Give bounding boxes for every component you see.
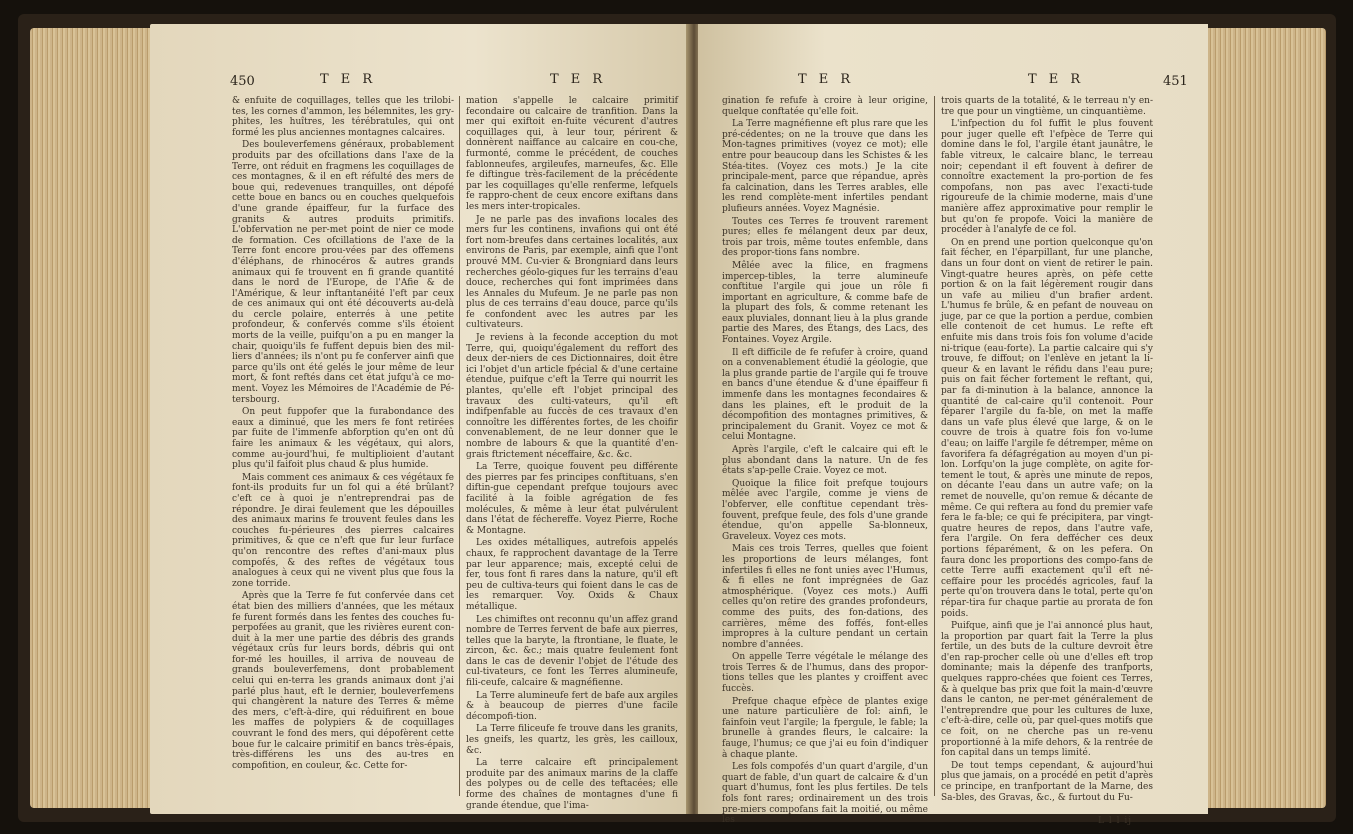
page-number-right: 451	[1163, 74, 1188, 89]
paragraph: gination fe refufe à croire à leur origine, quelque conftatée qu'elle foit.	[722, 96, 928, 117]
column-rule	[934, 96, 935, 796]
paragraph: On peut fuppofer que la furabondance des eaux a diminué, que les mers fe font retirées par fuite de l'immenfe abforption qu'en ont dû faire les animaux & les végétaux, qui alors, comme au-jourd'hui, fe multiplioient d'autant plus qu'il faifoit plus chaud & plus humide.	[232, 407, 454, 471]
page-number-left: 450	[230, 74, 255, 89]
paragraph: mation s'appelle le calcaire primitif fecondaire ou calcaire de tranfition. Dans la mer qui exiftoit en-fuite vécurent d'autres coquillages qui, à leur tour, périrent & donnèrent naiffance au calcaire en cou-che, furmonté, comme le précédent, de couches fablonneufes, argileufes, marneufes, &c. Elle fe diftingue très-facilement de la précédente par les coquillages qu'elle renferme, lefquels fe rappro-chent de ceux encore exiftans dans les mers inter-tropicales.	[466, 96, 678, 212]
right-page-column-1	[722, 96, 928, 826]
paragraph: Mêlée avec la filice, en fragmens impercep-tibles, la terre alumineufe conftitue l'argile qui joue un rôle fi important en agriculture, & comme bafe de la plupart des fols, & comme retenant les eaux pluviales, donnant lieu à la plus grande partie des Mares, des Étangs, des Lacs, des Fontaines. Voyez Argile.	[722, 260, 928, 346]
running-head-right-col2: T E R	[1028, 72, 1085, 87]
paragraph: Les fols compofés d'un quart d'argile, d'un quart de fable, d'un quart de calcaire & d'un quart d'humus, font les plus fertiles. De tels fols font rares; ordinairement un des trois pre-miers compofans fait la moitié, ou même les	[722, 762, 928, 826]
paragraph: Mais ces trois Terres, quelles que foient les proportions de leurs mélanges, font infertiles fi elles ne font unies avec l'Humus, & fi elles ne font imprégnées de Gaz atmosphérique. (Voyez ces mots.) Auffi celles qu'on retire des grandes profondeurs, comme des puits, des fon-dations, des carrières, même des foffés, font-elles impropres à la culture pendant un certain nombre d'années.	[722, 544, 928, 650]
running-head-left-col2: T E R	[550, 72, 607, 87]
right-page	[698, 24, 1208, 826]
paragraph: La Terre filiceufe fe trouve dans les granits, les gneifs, les quartz, les grès, les cailloux, &c.	[466, 724, 678, 756]
paragraph: trois quarts de la totalité, & le terreau n'y en-tre que pour un vingtième, un cinquantième.	[941, 96, 1153, 117]
left-page	[150, 24, 690, 814]
paragraph: & enfuite de coquillages, telles que les trilobi-tes, les cornes d'ammon, les bélemnites, les gry-phites, les huîtres, les térébratules, qui ont formé les plus anciennes montagnes calcaires.	[232, 96, 454, 138]
left-page-column-2	[466, 96, 678, 811]
paragraph: Des bouleverfemens généraux, probablement produits par des ofcillations dans l'axe de la Terre, ont réduit en fragmens les coquillages de ces montagnes, & il en eft réfulté des mers de boue qui, redevenues tranquilles, ont dépofé cette boue en bancs ou en couches quelquefois d'une grande épaiffeur, fur la furface des granits & autres produits primitifs. L'obfervation ne per-met point de nier ce mode de formation. Ces ofcillations de l'axe de la Terre font encore prou-vées par des offemens d'éléphans, de rhinocéros & autres grands animaux qui fe trouvent en fi grande quantité dans le nord de l'Europe, de l'Afie & de l'Amérique, & leur inftantanéité l'eft par ceux de ces animaux qui ont été découverts au-delà du cercle polaire, enterrés à une petite profondeur, & confervés comme s'ils étoient morts de la veille, puifqu'on a pu en manger la chair, quoiqu'ils fe fuffent depuis bien des mil-liers d'années; ils n'ont pu fe conferver ainfi que parce qu'ils ont été gelés le jour même de leur mort, & font reftés dans cet état jufqu'à ce mo-ment. Voyez les Mémoires de l'Académie de Pé-tersbourg.	[232, 140, 454, 405]
right-page-edges	[1208, 28, 1326, 808]
left-page-column-1	[232, 96, 454, 796]
paragraph: On en prend une portion quelconque qu'on fait fécher, en l'éparpillant, fur une planche, dans un four dont on vient de retirer le pain. Vingt-quatre heures après, on pèfe cette portion & on la fait légèrement rougir dans un vafe au milieu d'un brafier ardent. L'humus fe brûle, & en pefant de nouveau on juge, par ce que la portion a perdue, combien elle contenoit de cet humus. Le refte eft enfuite mis dans trois fois fon volume d'acide ni-trique (eau-forte). La partie calcaire qui s'y trouve, fe diffout; on l'enlève en jetant la li-queur & en lavant le réfidu dans l'eau pure; puis on fait fécher fortement le reftant, qui, par fa di-minution à la balance, annonce la quantité de cal-caire qu'il contenoit. Pour féparer l'argile du fa-ble, on met la maffe dans un vafe plus élevé que large, & on le couvre de trois à quatre fois fon vo-lume d'eau; on laiffe l'argile fe détremper, même on favorifera fa défagrégation au moyen d'un pi-lon. Lorfqu'on la juge complète, on agite for-tement le tout, & après une minute de repos, on décante l'eau dans un autre vafe; on la remet de nouvelle, qu'on remue & décante de même. Ce qui reftera au fond du premier vafe fera le fa-ble; ce qui fe précipitera, par vingt-quatre heures de repos, dans l'autre vafe, fera l'argile. On fera deffécher ces deux portions féparément, & on les pefera. On faura donc les proportions des compo-fans de cette Terre auffi exactement qu'il eft né-ceffaire pour les procédés agricoles, fauf la perte qu'on trouvera dans le total, perte qu'on répar-tira fur chaque partie au prorata de fon poids.	[941, 237, 1153, 619]
left-page-edges	[30, 28, 150, 808]
right-page-column-2	[941, 96, 1153, 803]
paragraph: Quoique la filice foit prefque toujours mêlée avec l'argile, comme je viens de l'obferver, elle conftitue cependant très-fouvent, prefque feule, des fols d'une grande étendue, qu'on appelle Sa-blonneux, Graveleux. Voyez ces mots.	[722, 478, 928, 542]
paragraph: La Terre, quoique fouvent peu différente des pierres par fes principes conftituans, s'en diftin-gue cependant prefque toujours avec facilité à la foible agrégation de fes molécules, & même à leur état pulvérulent dans l'état de féchereffe. Voyez Pierre, Roche & Montagne.	[466, 462, 678, 536]
running-head-left-col1: T E R	[320, 72, 377, 87]
signature-mark: L l l ij	[1098, 816, 1132, 826]
paragraph: L'infpection du fol fuffit le plus fouvent pour juger quelle eft l'efpèce de Terre qui domine dans le fol, l'argile étant jaunâtre, le fable vitreux, le calcaire blanc, le terreau noir; cependant il eft fouvent à defirer de connoître exactement la pro-portion de fes compofans, non pas avec l'exacti-tude rigoureufe de la chimie moderne, mais d'une manière affez approximative pour remplir le but qu'on fe propofe. Voici la manière de procéder à l'analyfe de ce fol.	[941, 119, 1153, 236]
paragraph: La Terre magnéfienne eft plus rare que les pré-cédentes; on ne la trouve que dans les Mon-tagnes primitives (voyez ce mot); elle entre pour beaucoup dans les Schistes & les Stéa-tites. (Voyez ces mots.) Je la cite principale-ment, parce que répandue, après fa calcination, dans les Terres arables, elle les rend complète-ment infertiles pendant plufieurs années. Voyez Magnésie.	[722, 119, 928, 214]
paragraph: Il eft difficile de fe refufer à croire, quand on a convenablement étudié la géologie, que la plus grande partie de l'argile qui fe trouve en bancs d'une étendue & d'une épaiffeur fi immenfe dans les montagnes fecondaires & dans les plaines, eft le produit de la décompofition des montagnes primitives, & principalement du Granit. Voyez ce mot & celui Montagne.	[722, 347, 928, 443]
paragraph: Je ne parle pas des invafions locales des mers fur les continens, invafions qui ont été fort nom-breufes dans certaines localités, aux environs de Paris, par exemple, ainfi que l'ont prouvé MM. Cu-vier & Brongniard dans leurs recherches géolo-giques fur les terrains d'eau douce, recherches qui font imprimées dans les Annales du Mufeum. Je ne parle pas non plus de ces terrains d'eau douce, parce qu'ils fe confondent avec les autres par les cultivateurs.	[466, 214, 678, 331]
paragraph: Après l'argile, c'eft le calcaire qui eft le plus abondant dans la nature. Un de fes états s'ap-pelle Craie. Voyez ce mot.	[722, 445, 928, 477]
running-head-right-col1: T E R	[798, 72, 855, 87]
paragraph: Puifque, ainfi que je l'ai annoncé plus haut, la proportion par quart fait la Terre la plus fertile, un des buts de la culture devroit être d'en rap-procher celle où une d'elles eft trop dominante; mais la dépenfe des tranfports, quelques rappro-chées que foient ces Terres, & à quelque bas prix que foit la main-d'œuvre dans le canton, ne per-met généralement de l'entreprendre que pour les cultures de luxe, c'eft-à-dire, celle où, par quel-ques motifs que ce foit, on ne cherche pas un re-venu proportionné à la mife dehors, & la rentrée de fon capital dans un temps limité.	[941, 621, 1153, 759]
paragraph: Les oxides métalliques, autrefois appelés chaux, fe rapprochent davantage de la Terre par leur apparence; mais, excepté celui de fer, tous font fi rares dans la nature, qu'il eft peu de cultiva-teurs qui foient dans le cas de les remarquer. Voy. Oxids & Chaux métallique.	[466, 538, 678, 612]
paragraph: La Terre alumineufe fert de bafe aux argiles & à beaucoup de pierres d'une facile décompofi-tion.	[466, 690, 678, 722]
paragraph: De tout temps cependant, & aujourd'hui plus que jamais, on a procédé en petit d'après ce principe, en tranfportant de la Marne, des Sa-bles, des Gravas, &c., & furtout du Fu-	[941, 760, 1153, 803]
paragraph: Prefque chaque efpèce de plantes exige une nature particulière de fol: ainfi, le fainfoin veut l'argile; la fpergule, le fable; la brunelle à grandes fleurs, le calcaire: la fauge, l'humus; ce que j'ai eu foin d'indiquer à chaque plante.	[722, 696, 928, 760]
paragraph: Toutes ces Terres fe trouvent rarement pures; elles fe mélangent deux par deux, trois par trois, même toutes enfemble, dans des propor-tions fans nombre.	[722, 216, 928, 259]
paragraph: On appelle Terre végétale le mélange des trois Terres & de l'humus, dans des propor-tions telles que les plantes y croiffent avec fuccès.	[722, 652, 928, 695]
paragraph: Je reviens à la feconde acception du mot Terre, qui, quoiqu'également du reffort des deux der-niers de ces Dictionnaires, doit être ici l'objet d'un article fpécial & d'une certaine étendue, puifque c'eft la Terre qui nourrit les plantes, qu'elle eft l'objet principal des travaux des culti-vateurs, qu'il eft indifpenfable au fuccès de ces travaux d'en connoître les différentes fortes, de les choifir convenablement, de ne leur donner que le nombre de labours & que la quantité d'en-grais ftrictement néceffaire, &c. &c.	[466, 333, 678, 460]
column-rule	[459, 96, 460, 796]
paragraph: Les chimiftes ont reconnu qu'un affez grand nombre de Terres fervent de bafe aux pierres, telles que la baryte, la ftrontiane, le fluate, le zircon, &c. &c.; mais quatre feulement font dans le cas de devenir l'objet de l'étude des cul-tivateurs, ce font les Terres alumineufe, fili-ceufe, calcaire & magnéfienne.	[466, 614, 678, 689]
paragraph: Mais comment ces animaux & ces végétaux fe font-ils produits fur un fol qui a été brûlant? c'eft ce à quoi je n'entreprendrai pas de répondre. Je dirai feulement que les dépouilles des animaux marins fe trouvent feules dans les couches fu-périeures des pierres calcaires primitives, & que ce n'eft que fur leur furface qu'on rencontre des reftes d'ani-maux plus compofés, & des reftes de végétaux tous analogues à ceux qui ne vivent plus que fous la zone torride.	[232, 472, 454, 589]
paragraph: La terre calcaire eft principalement produite par des animaux marins de la claffe des polypes ou de celle des teftacées; elle forme des chaînes de montagnes d'une fi grande étendue, que l'ima-	[466, 758, 678, 811]
paragraph: Après que la Terre fe fut confervée dans cet état bien des milliers d'années, que les métaux fe furent formés dans les fentes des couches fu-perpofées au granit, que les rivières eurent con-duit à la mer une partie des débris des grands végétaux crûs fur leurs bords, débris qui ont for-mé les houilles, il arriva de nouveau de grands bouleverfemens, dont probablement celui qui en-terra les grands animaux dont j'ai parlé plus haut, eft le dernier, bouleverfemens qui changèrent la nature des Terres & même des mers, c'eft-à-dire, qui réduifirent en boue les maffes de polypiers & de coquillages couvrant le fond des mers, qui dépofèrent cette boue fur le calcaire primitif en bancs très-épais, très-différens les uns des au-tres en compofition, en couleur, &c. Cette for-	[232, 591, 454, 771]
